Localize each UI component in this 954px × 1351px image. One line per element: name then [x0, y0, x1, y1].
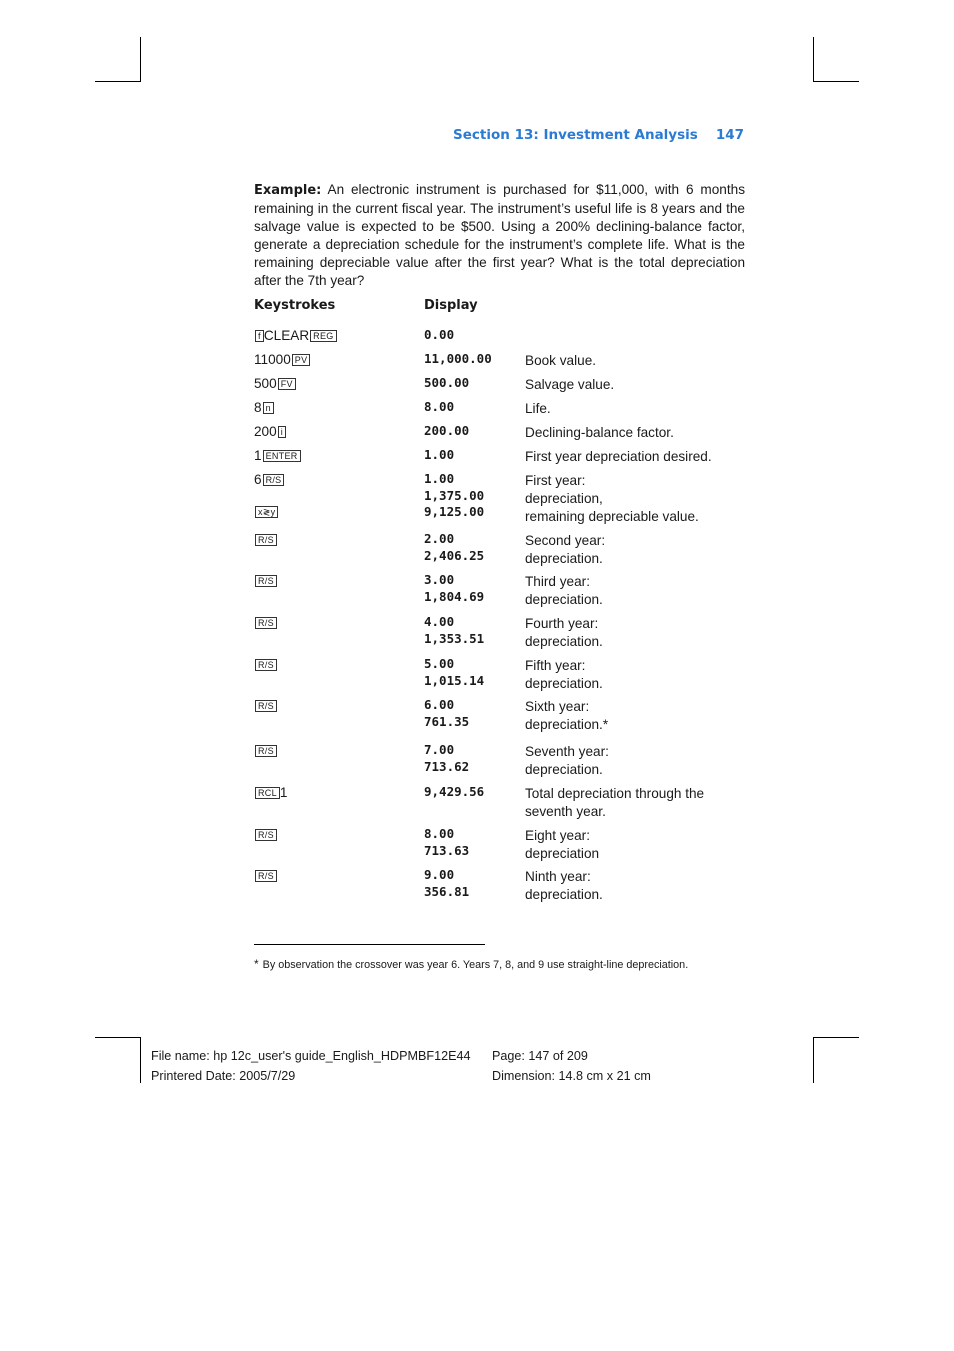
display-value: 9,429.56 [424, 784, 485, 799]
display-value: 1.00 [424, 471, 455, 486]
file-name: File name: hp 12c_user's guide_English_HDPMBF12E44 [151, 1049, 471, 1063]
keystrokes-column-header: Keystrokes [254, 298, 336, 313]
keystroke-text: 1 [279, 785, 288, 800]
keystroke-sequence [254, 573, 277, 589]
keystroke-line [254, 827, 277, 843]
description-line: depreciation. [525, 762, 603, 777]
display-value: 1,375.00 [424, 487, 485, 503]
dimension: Dimension: 14.8 cm x 21 cm [492, 1069, 651, 1083]
description-line: Book value. [525, 353, 597, 368]
display-values [424, 784, 484, 801]
example-label: Example: [254, 183, 322, 198]
keystroke-sequence [254, 657, 277, 673]
display-values [424, 399, 454, 416]
description-line: depreciation. [525, 676, 603, 691]
display-value: 11,000.00 [424, 351, 492, 366]
footnote [254, 957, 688, 971]
calculator-key: FV [278, 378, 296, 390]
keystroke-text: CLEAR [263, 328, 310, 343]
keystroke-sequence [254, 472, 284, 520]
display-value: 7.00 [424, 742, 455, 757]
display-value: 8.00 [424, 399, 455, 414]
calculator-key: R/S [255, 870, 277, 882]
row-description [525, 424, 745, 442]
display-value: 500.00 [424, 375, 470, 390]
row-description [525, 698, 745, 734]
description-line: Second year: [525, 533, 606, 548]
keystroke-line [254, 785, 287, 801]
keystroke-line [254, 573, 277, 589]
description-line: depreciation. [525, 887, 603, 902]
keystroke-text: 500 [254, 376, 277, 391]
footnote-rule [254, 944, 485, 945]
calculator-key: n [263, 402, 274, 414]
display-value: 2,406.25 [424, 547, 485, 563]
row-description [525, 615, 745, 651]
description-line: Declining-balance factor. [525, 425, 674, 440]
keystroke-line [254, 532, 277, 548]
keystroke-text: 200 [254, 424, 277, 439]
keystroke-line [254, 376, 296, 392]
display-value: 8.00 [424, 826, 455, 841]
display-values [424, 327, 454, 344]
description-line: Fourth year: [525, 616, 599, 631]
file-info-right [492, 1046, 651, 1086]
description-line: Total depreciation through the [525, 786, 705, 801]
display-values [424, 614, 484, 647]
keystroke-sequence [254, 376, 296, 392]
keystroke-text: 1 [254, 448, 262, 463]
row-description [525, 785, 745, 821]
display-value: 1.00 [424, 447, 455, 462]
row-description [525, 448, 745, 466]
calculator-key: R/S [255, 700, 277, 712]
keystroke-text: 6 [254, 472, 262, 487]
display-values [424, 867, 469, 900]
calculator-key: R/S [255, 659, 277, 671]
display-value: 2.00 [424, 531, 455, 546]
footnote-text: By observation the crossover was year 6. Years 7, 8, and 9 use straight-line depreciation. [262, 959, 689, 971]
keystroke-sequence [254, 352, 310, 368]
file-info-left [151, 1046, 471, 1086]
description-line: Salvage value. [525, 377, 615, 392]
keystroke-line [254, 488, 284, 504]
keystroke-text: 11000 [254, 352, 291, 367]
row-description [525, 352, 745, 370]
keystroke-sequence [254, 615, 277, 631]
keystroke-line [254, 657, 277, 673]
description-line: remaining depreciable value. [525, 509, 699, 524]
section-title: Section 13: Investment Analysis [453, 127, 698, 143]
keystroke-line [254, 868, 277, 884]
row-description [525, 532, 745, 568]
page-count: Page: 147 of 209 [492, 1049, 588, 1063]
calculator-key: RCL [255, 787, 280, 799]
keystroke-line [254, 448, 301, 464]
display-value: 9,125.00 [424, 504, 485, 519]
display-value: 3.00 [424, 572, 455, 587]
display-value: 713.62 [424, 758, 470, 774]
description-line: Life. [525, 401, 551, 416]
keystroke-sequence [254, 827, 277, 843]
display-value: 5.00 [424, 656, 455, 671]
description-line: Ninth year: [525, 869, 591, 884]
printed-date: Printered Date: 2005/7/29 [151, 1069, 296, 1083]
keystroke-line [254, 424, 286, 440]
keystroke-sequence [254, 424, 286, 440]
calculator-key: f [255, 330, 264, 342]
display-values [424, 697, 469, 730]
display-values [424, 572, 484, 605]
row-description [525, 400, 745, 418]
display-values [424, 351, 492, 368]
calculator-key: R/S [255, 534, 277, 546]
description-line: depreciation. [525, 634, 603, 649]
calculator-key: x≷y [255, 506, 278, 518]
calculator-key: R/S [255, 829, 277, 841]
description-line: Third year: [525, 574, 590, 589]
keystroke-sequence [254, 448, 301, 464]
calculator-key: R/S [255, 745, 277, 757]
display-value: 1,804.69 [424, 588, 485, 604]
display-value: 4.00 [424, 614, 455, 629]
display-values [424, 742, 469, 775]
row-description [525, 827, 745, 863]
keystroke-sequence [254, 785, 287, 801]
description-line: Sixth year: [525, 699, 590, 714]
display-value: 1,353.51 [424, 630, 485, 646]
keystroke-line [254, 743, 277, 759]
calculator-key: REG [310, 330, 336, 342]
example-paragraph [254, 181, 745, 290]
display-value: 6.00 [424, 697, 455, 712]
display-value: 0.00 [424, 327, 455, 342]
display-values [424, 423, 469, 440]
keystroke-line [254, 504, 284, 520]
display-values [424, 375, 469, 392]
description-line: Fifth year: [525, 658, 586, 673]
description-line: depreciation.* [525, 717, 609, 732]
display-column-header: Display [424, 298, 478, 313]
display-values [424, 471, 484, 521]
row-description [525, 472, 745, 526]
keystroke-text: 8 [254, 400, 262, 415]
example-text: An electronic instrument is purchased for $11,000, with 6 months remaining in the current fiscal year. The instrument’s useful life is 8 years and the salvage value is expected to be $500. Using a 200% declining-balance factor, generate a depreciation schedule for the instrument’s complete life. What is the remaining depreciable value after the first year? What is the total depreciation after the 7th year? [254, 182, 745, 288]
display-value: 356.81 [424, 883, 470, 899]
description-line: seventh year. [525, 804, 606, 819]
row-description [525, 868, 745, 904]
keystroke-sequence [254, 532, 277, 548]
keystroke-sequence [254, 698, 277, 714]
calculator-key: R/S [255, 617, 277, 629]
calculator-key: R/S [263, 474, 285, 486]
display-value: 713.63 [424, 842, 470, 858]
keystroke-line [254, 328, 337, 344]
description-line: depreciation [525, 846, 600, 861]
keystroke-sequence [254, 400, 274, 416]
keystroke-sequence [254, 328, 337, 344]
keystroke-line [254, 698, 277, 714]
display-values [424, 826, 469, 859]
description-line: First year: [525, 473, 586, 488]
keystroke-line [254, 615, 277, 631]
calculator-key: ENTER [263, 450, 301, 462]
description-line: Eight year: [525, 828, 590, 843]
description-line: depreciation. [525, 592, 603, 607]
description-line: First year depreciation desired. [525, 449, 712, 464]
calculator-key: i [278, 426, 286, 438]
description-line: depreciation. [525, 551, 603, 566]
display-value: 9.00 [424, 867, 455, 882]
description-line: depreciation, [525, 491, 603, 506]
page-number: 147 [715, 127, 744, 143]
keystroke-line [254, 400, 274, 416]
row-description [525, 573, 745, 609]
display-values [424, 531, 484, 564]
calculator-key: R/S [255, 575, 277, 587]
row-description [525, 743, 745, 779]
display-value: 1,015.14 [424, 672, 485, 688]
display-value: 200.00 [424, 423, 470, 438]
page-header [440, 127, 744, 143]
display-values [424, 447, 454, 464]
footnote-marker: * [254, 957, 259, 971]
keystroke-line [254, 352, 310, 368]
description-line: Seventh year: [525, 744, 609, 759]
keystroke-sequence [254, 868, 277, 884]
display-value: 761.35 [424, 713, 470, 729]
display-values [424, 656, 484, 689]
row-description [525, 376, 745, 394]
keystroke-line [254, 472, 284, 488]
calculator-key: PV [292, 354, 311, 366]
keystroke-sequence [254, 743, 277, 759]
row-description [525, 657, 745, 693]
